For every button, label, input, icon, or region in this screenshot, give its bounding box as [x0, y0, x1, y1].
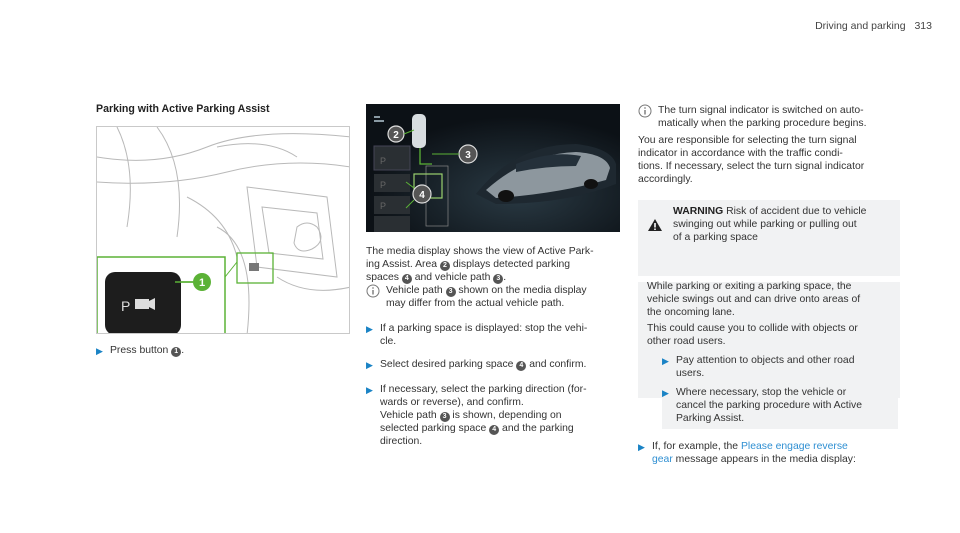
turn-signal-note: The turn signal indicator is switched on auto- matically when the parking procedure begins. [638, 104, 896, 130]
page-header [815, 20, 932, 33]
fig1-callout-1: 1 [198, 277, 206, 289]
arrow-right-icon: ▶ [638, 442, 645, 452]
media-display-paragraph: The media display shows the view of Active Park- ing Assist. Area 2 displays detected parking spaces 4 and vehicle path 3 . [366, 246, 594, 283]
arrow-right-icon: ▶ [662, 388, 669, 398]
step-press-button: ▶ Press button 1 . [96, 345, 185, 356]
reverse-gear-message-link-cont[interactable]: gear [652, 454, 673, 465]
warning-step-attention: ▶ Pay attention to objects and other road users. [662, 355, 855, 379]
fig2-callout-3: 3 [465, 150, 471, 161]
arrow-right-icon: ▶ [662, 356, 669, 366]
warning-step-stop: ▶ Where necessary, stop the vehicle or cancel the parking procedure with Active Parking Assist. [662, 386, 898, 429]
warning-triangle-icon [647, 206, 663, 244]
svg-text:P: P [380, 156, 387, 166]
svg-text:P: P [121, 298, 131, 314]
console-drawing [97, 127, 350, 334]
fig2-callout-4: 4 [419, 190, 425, 201]
info-icon [638, 104, 652, 118]
svg-text:P: P [380, 201, 387, 211]
warning-label: WARNING [673, 206, 724, 217]
vehicle-path-note: Vehicle path 3 shown on the media display may differ from the actual vehicle path. [366, 284, 622, 310]
page-number: 313 [914, 20, 932, 32]
arrow-right-icon: ▶ [96, 346, 103, 356]
arrow-right-icon: ▶ [366, 324, 373, 334]
info-icon [366, 284, 380, 298]
reverse-gear-message-link[interactable]: Please engage reverse [740, 441, 848, 452]
responsibility-paragraph: You are responsible for selecting the turn signal indicator in accordance with the traffic condi- tions. If necessary, select the turn signal indicator accordingly. [638, 135, 865, 185]
console-illustration [96, 126, 350, 334]
media-display-drawing [366, 104, 620, 232]
step-stop-vehicle: ▶ If a parking space is displayed: stop the vehi- cle. [366, 322, 622, 352]
fig2-callout-2: 2 [393, 130, 399, 141]
warning-body-box: While parking or exiting a parking space, the vehicle swings out and can drive onto areas of the oncoming lane. This could cause you to collide with objects or other road users. ▶ Pay attention to objects and other road users. [638, 282, 900, 398]
arrow-right-icon: ▶ [366, 360, 373, 370]
step-reverse-gear-message: ▶ If, for example, the Please engage reverse gear message appears in the media display: [638, 441, 856, 465]
step-select-direction: ▶ If necessary, select the parking direction (for- wards or reverse), and confirm. Vehicle path 3 is shown, depending on selected parking space 4 and the parking direction. [366, 384, 587, 447]
header-section: Driving and parking [815, 20, 906, 32]
svg-text:P: P [380, 180, 387, 190]
callout-num: 1 [171, 347, 181, 357]
warning-header-box: WARNING Risk of accident due to vehicle swinging out while parking or pulling out of a parking space [638, 200, 900, 276]
step-select-space: ▶ Select desired parking space 4 and confirm. [366, 359, 587, 370]
section-title: Parking with Active Parking Assist [96, 103, 270, 115]
media-display-illustration [366, 104, 620, 232]
arrow-right-icon: ▶ [366, 385, 373, 395]
